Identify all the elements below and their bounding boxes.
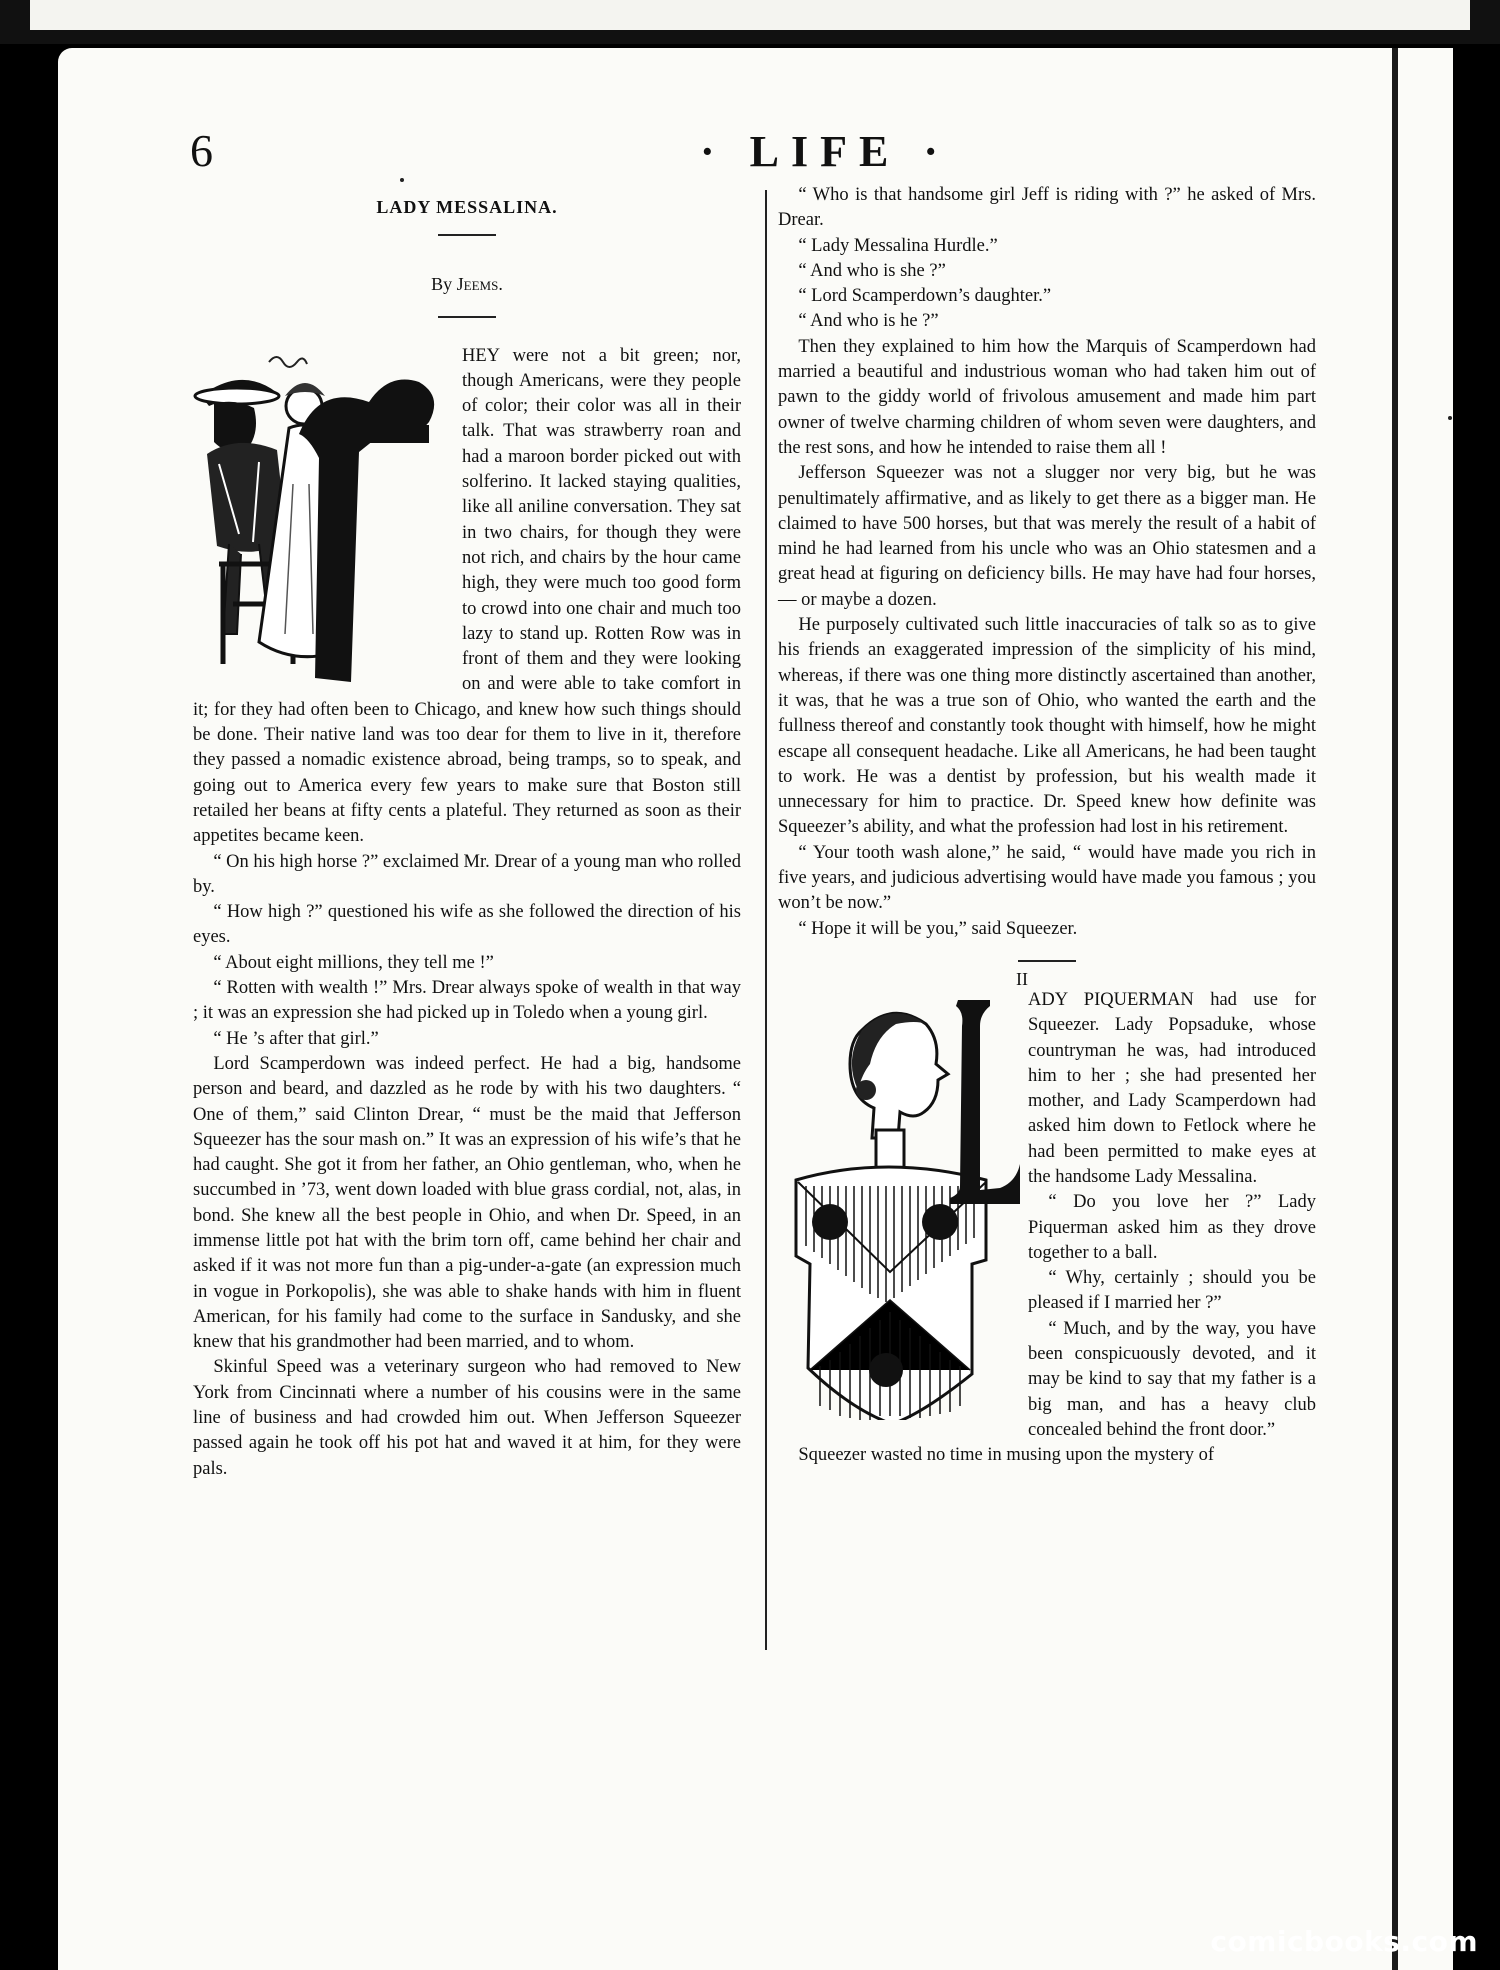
paragraph: Then they explained to him how the Marquis of Scamperdown had married a beautiful and industrious woman who had taken him out of pawn to the giddy world of frivolous amusement and made him part owner of twelve charming children of whom seven were daughters, and the rest sons, and how he intended to raise them all ! (778, 336, 1316, 458)
section-numeral: II (1016, 968, 1028, 989)
paragraph: “ Who is that handsome girl Jeff is riding with ?” he asked of Mrs. Drear. (778, 185, 1316, 231)
page-number: 6 (190, 125, 213, 176)
paragraph: “ Why, certainly ; should you be pleased if I married her ?” (1028, 1268, 1316, 1314)
page-edge-rule (1392, 48, 1398, 1970)
paragraph: Skinful Speed was a veterinary surgeon who had removed to New York from Cincinnati where a number of his cousins were in the same line of business and had crowded him out. When Jefferson Squeezer passed again he took off his pot hat and waved it at him, for they were pals. (193, 1357, 741, 1479)
right-column (778, 183, 1316, 1469)
paragraph: “ Lord Scamperdown’s daughter.” (798, 286, 1052, 307)
paragraph: “ About eight millions, they tell me !” (213, 952, 494, 973)
paragraph: Lord Scamperdown was indeed perfect. He had a big, handsome person and beard, and dazzled as he rode by with his two daughters. “ One of them,” said Clinton Drear, “ must be the maid that Jefferson Squeezer has the sour mash on.” It was an expression of his wife’s that he had caught. She got it from her father, an Ohio gentleman, who, when he succumbed in ’73, went down loaded with blue grass cordial, not, alas, in bond. She knew all the best people in Ohio, and when Dr. Speed, in an immense little pot hat with the brim torn off, came behind her chair and asked if it was not more fun than a pig-under-a-gate (an expression much in vogue in Porkopolis), she was able to shake hands with him in fluent American, for his family had come to the surface in Sandusky, and she knew that his grandmother had been married, and to whom. (193, 1053, 741, 1353)
masthead-title: · LIFE · (700, 127, 951, 176)
paragraph: “ And who is she ?” (798, 260, 946, 281)
byline-rule (438, 316, 496, 318)
left-column (193, 183, 741, 1482)
paragraph: “ Hope it will be you,” said Squeezer. (798, 918, 1078, 939)
top-scan-border (0, 0, 1500, 44)
couple-in-chairs-illustration (189, 344, 454, 687)
paragraph: “ Rotten with wealth !” Mrs. Drear always spoke of wealth in that way ; it was an expression she had picked up in Toledo when a young girl. (193, 978, 741, 1024)
paragraph: “ How high ?” questioned his wife as she followed the direction of his eyes. (193, 902, 741, 948)
scan-speck (1448, 416, 1452, 420)
byline-prefix: By (431, 274, 453, 295)
paragraph: Squeezer wasted no time in musing upon the mystery of (798, 1445, 1214, 1466)
article-title: LADY MESSALINA. (376, 197, 558, 217)
paragraph: “ Much, and by the way, you have been conspicuously devoted, and it may be kind to say that my father is a big man, and has a heavy club concealed behind the front door.” (1028, 1318, 1316, 1440)
paragraph: Jefferson Squeezer was not a slugger nor very big, but he was penultimately affirmative, and as likely to get there as a bigger man. He claimed to have 500 horses, but that was merely the result of a habit of mind he had learned from his uncle who was an Ohio statesmen and a great head at figuring on deficiency bills. He may have had four horses,— or maybe a dozen. (778, 463, 1316, 610)
watermark-brand: comicbooks.com (1210, 1925, 1478, 1958)
paragraph: He purposely cultivated such little inaccuracies of talk so as to give his friends an exaggerated impression of the simplicity of his mind, whereas, if there was one thing more distinctly ascertained than another, it was, that he was a true son of Ohio, who wanted the earth and the fullness thereof and constantly took thought with himself, how he might escape all consequent headache. Like all Americans, he had been taught to work. He was a dentist by profession, but his wealth made it unnecessary for him to practice. Dr. Speed knew how definite was Squeezer’s ability, and what the profession had lost in his retirement. (778, 615, 1316, 838)
title-rule (438, 234, 496, 236)
paragraph: “ On his high horse ?” exclaimed Mr. Drear of a young man who rolled by. (193, 851, 741, 897)
paragraph: ADY PIQUERMAN had use for Squeezer. Lady Popsaduke, whose countryman he was, had introduced him to her ; she had presented her mother, and Lady Scamperdown had asked him down to Fetlock where he had been permitted to make eyes at the handsome Lady Messalina. (1028, 989, 1316, 1187)
paragraph: “ Do you love her ?” Lady Piquerman asked him as they drove together to a ball. (1028, 1192, 1316, 1263)
paragraph: “ He ’s after that girl.” (213, 1028, 379, 1049)
paragraph: “ Your tooth wash alone,” he said, “ would have made you rich in five years, and judicious advertising would have made you famous ; you won’t be now.” (778, 842, 1316, 914)
dropcap-illustration-t (189, 344, 454, 687)
dropcap-illustration-l (770, 990, 1020, 1420)
paragraph: “ Lady Messalina Hurdle.” (798, 235, 998, 256)
byline (193, 272, 741, 297)
paragraph: “ And who is he ?” (798, 311, 939, 332)
byline-author: Jeems. (456, 274, 503, 295)
scan-speck (400, 178, 404, 182)
lady-and-shield-illustration (770, 990, 1020, 1420)
paragraph: HEY were not a bit green; nor, though Americans, were they people of color; their color was all in their talk. That was strawberry roan and had a maroon border picked out with solferino. It lacked staying qualities, like all aniline conversation. They sat in two chairs, for though they were not rich, and chairs by the hour came high, they were much too good form to crowd into one chair and much too lazy to stand up. Rotten Row was in front of them and they were looking on and were able to take comfort in it; for they had often been to Chicago, and knew how such things should be done. Their native land was too dear for them to live in it, therefore they passed a nomadic existence abroad, being tramps, so to speak, and going out to America every few years to make sure that Boston still retailed her beans at fifty cents a plateful. They returned as soon as their appetites became keen. (193, 345, 741, 847)
section-rule (1018, 960, 1076, 962)
column-divider (765, 190, 767, 1650)
